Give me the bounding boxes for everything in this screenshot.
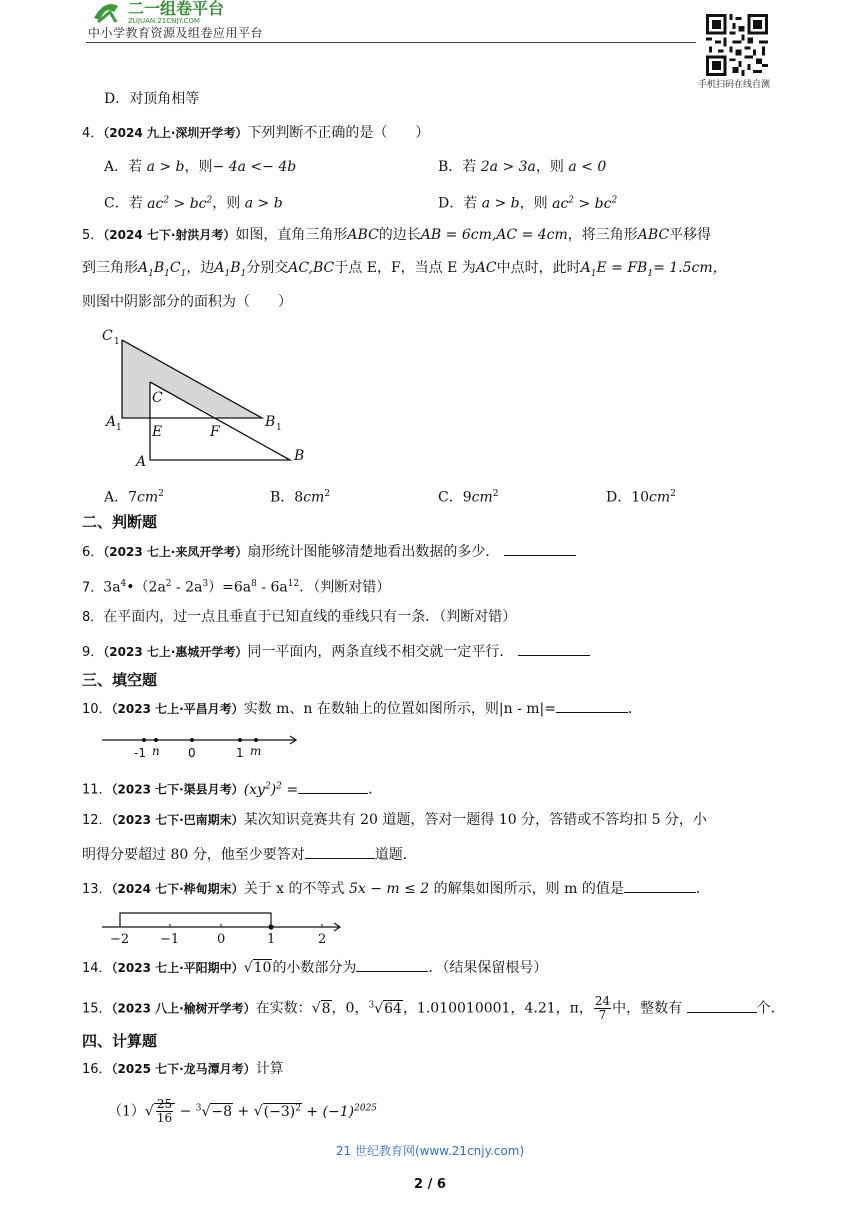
q3-option-d: D．对顶角相等 bbox=[104, 91, 200, 107]
platform-logo bbox=[88, 0, 278, 24]
q4-source: （2024 九上·深圳开学考） bbox=[103, 126, 248, 140]
q14: 14．（2023 七上·平阳期中）√10的小数部分为 ．（结果保留根号） bbox=[82, 957, 547, 979]
qr-code-icon[interactable] bbox=[706, 14, 768, 76]
q4-option-c: C．若 $ac^2 > bc^2$，则 a > b bbox=[104, 195, 283, 212]
q5-label-c1: C bbox=[102, 328, 113, 344]
q6-answer-blank[interactable] bbox=[504, 541, 576, 556]
svg-text:1: 1 bbox=[114, 337, 120, 347]
q5-label-e: E bbox=[152, 424, 163, 440]
q5-label-c: C bbox=[152, 390, 163, 406]
q5-label-a: A bbox=[136, 454, 147, 470]
q9: 9．（2023 七上·惠城开学考）同一平面内，两条直线不相交就一定平行． bbox=[82, 641, 590, 663]
q15-answer-blank[interactable] bbox=[687, 998, 757, 1013]
q9-answer-blank[interactable] bbox=[518, 641, 590, 656]
section-true-false: 二、判断题 bbox=[82, 513, 158, 531]
q16-part1: （1）√ $\frac{25}{16}$ − $^3√-8 + √(-3)^2 + (-1)^{2025}$ bbox=[108, 1097, 378, 1126]
svg-text:1: 1 bbox=[236, 746, 244, 760]
q5-line3: 则图中阴影部分的面积为（ ） bbox=[82, 294, 292, 310]
q13-answer-blank[interactable] bbox=[624, 878, 696, 893]
svg-text:−1: −1 bbox=[160, 932, 180, 945]
svg-text:n: n bbox=[152, 744, 160, 758]
q5-option-b: B．$8cm^2$ bbox=[270, 489, 331, 506]
q5-option-c: C．$9cm^2$ bbox=[438, 489, 499, 506]
q5-option-d: D．$10cm^2$ bbox=[606, 489, 676, 506]
svg-text:0: 0 bbox=[188, 746, 196, 760]
q10-answer-blank[interactable] bbox=[556, 698, 628, 713]
q16: 16．（2025 七下·龙马潭月考）计算 bbox=[82, 1061, 284, 1077]
q5-option-a: A．$7cm^2$ bbox=[104, 489, 164, 506]
q5-label-a1: A bbox=[106, 414, 117, 430]
logo-sub: ZUJUAN.21CNJY.COM bbox=[128, 17, 200, 24]
q4-option-a: A．若 a > b，则− 4a <− 4b bbox=[104, 159, 297, 175]
q13: 13．（2024 七下·桦甸期末）关于 x 的不等式 5x − m ≤ 2 的解集如图所示，则 m 的值是 ． bbox=[82, 878, 710, 900]
q11: 11．（2023 七下·渠县月考）$(xy^2)^2$ = ． bbox=[82, 776, 382, 801]
q10-number-line bbox=[100, 732, 300, 760]
header-divider bbox=[86, 42, 696, 43]
q4-stem bbox=[82, 123, 429, 144]
svg-text:−2: −2 bbox=[110, 932, 130, 945]
logo-text: 二一组卷平台 bbox=[128, 0, 225, 18]
q15: 15．（2023 八上·榆树开学考）在实数：√8，0，$^3$√64，1.010010001，4.21，π， $\frac{24}{7}$ 中，整数有 个． bbox=[82, 994, 785, 1023]
header-subtitle: 中小学教育资源及组卷应用平台 bbox=[88, 26, 264, 40]
section-fill-in: 三、填空题 bbox=[82, 671, 158, 689]
q11-answer-blank[interactable] bbox=[298, 779, 368, 794]
qr-caption: 手机扫码在线自测 bbox=[698, 80, 771, 90]
q14-answer-blank[interactable] bbox=[356, 957, 428, 972]
q4-option-d: D．若 a > b，则 $ac^2 > bc^2$ bbox=[438, 195, 618, 212]
q4-option-b: B．若 2a > 3a，则 a < 0 bbox=[438, 159, 607, 175]
svg-text:0: 0 bbox=[217, 932, 226, 945]
q5-label-f: F bbox=[210, 424, 220, 440]
q10: 10．（2023 七上·平昌月考）实数 m、n 在数轴上的位置如图所示，则|n - m|= ． bbox=[82, 698, 642, 720]
section-calculation: 四、计算题 bbox=[82, 1032, 158, 1050]
svg-text:1: 1 bbox=[276, 423, 282, 433]
q4-number: 4． bbox=[82, 126, 104, 141]
q5-line1: 5．（2024 七下·射洪月考）如图，直角三角形ABC的边长AB = 6cm,AC = 4cm，将三角形ABC平移得 bbox=[82, 227, 712, 243]
q12-line2: 明得分要超过 80 分，他至少要答对 道题． bbox=[82, 844, 417, 865]
svg-text:-1: -1 bbox=[134, 746, 146, 760]
q4-text: 下列判断不正确的是（ ） bbox=[247, 125, 430, 141]
svg-text:1: 1 bbox=[267, 932, 276, 945]
q5-line2: 到三角形$A_1B_1C_1$，边$A_1B_1$分别交AC,BC于点 E，F，当点 E 为AC中点时，此时$A_1E = FB_1= 1.5cm$， bbox=[82, 260, 727, 279]
q12-line1: 12．（2023 七下·巴南期末）某次知识竞赛共有 20 道题，答对一题得 10 分，答错或不答均扣 5 分，小 bbox=[82, 812, 707, 828]
q5-triangle-figure bbox=[100, 322, 320, 472]
page-number: 2 / 6 bbox=[414, 1177, 446, 1192]
q7: 7．$3a^4•(2a^2 - 2a^3)=6a^8 - 6a^{12}$．（判断对错） bbox=[82, 579, 391, 596]
svg-text:2: 2 bbox=[318, 932, 327, 945]
footer-site-link[interactable]: 21 世纪教育网(www.21cnjy.com) bbox=[335, 1144, 525, 1158]
q5-label-b1: B bbox=[265, 414, 276, 430]
q13-number-line bbox=[100, 903, 345, 945]
q6: 6．（2023 七上·来凤开学考）扇形统计图能够清楚地看出数据的多少． bbox=[82, 541, 576, 563]
svg-text:m: m bbox=[250, 744, 262, 758]
svg-text:1: 1 bbox=[116, 423, 122, 433]
q12-answer-blank[interactable] bbox=[305, 844, 375, 859]
q8: 8．在平面内，过一点且垂直于已知直线的垂线只有一条．（判断对错） bbox=[82, 609, 517, 625]
q5-label-b: B bbox=[294, 448, 305, 464]
